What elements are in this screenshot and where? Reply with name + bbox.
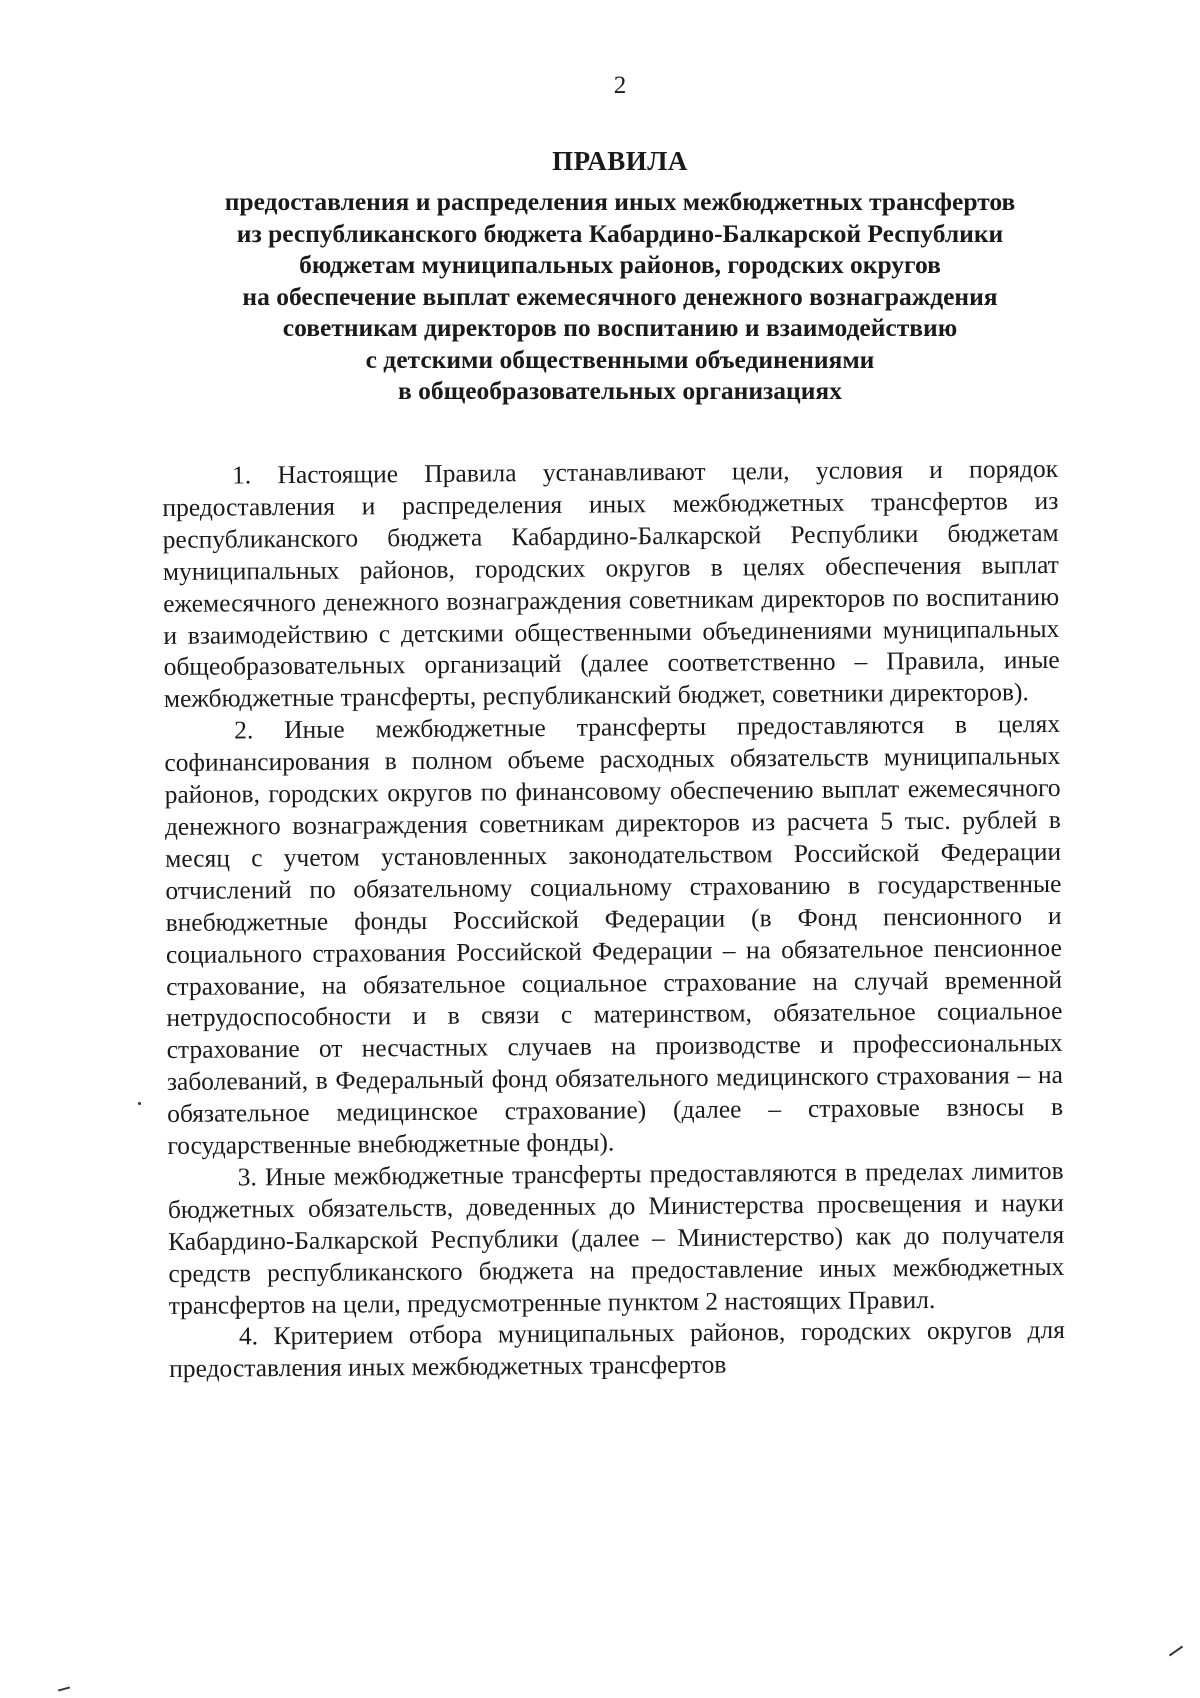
paragraph-1: 1. Настоящие Правила устанавливают цели, условия и порядок предоставления и распределения иных межбюджетных трансфертов из республиканского бюджета Кабардино-Балкарской Республики бюджетам муниципальных районов, городских округов в целях обеспечения выплат ежемесячного денежного вознаграждения советникам директоров по воспитанию и взаимодействию с детскими общественными объединениями муниципальных общеобразовательных организаций (далее соответственно – Правила, иные межбюджетные трансферты, республиканский бюджет, советники директоров). xyxy=(162,453,1060,714)
subtitle-line: на обеспечение выплат ежемесячного денежного вознаграждения xyxy=(242,281,998,311)
subtitle-line: предоставления и распределения иных межбюджетных трансфертов xyxy=(224,187,1016,216)
subtitle-line: с детскими общественными объединениями xyxy=(365,344,875,374)
paragraph-4: 4. Критерием отбора муниципальных районов, городских округов для предоставления иных межбюджетных трансфертов xyxy=(169,1315,1065,1384)
subtitle-line: в общеобразовательных организациях xyxy=(398,376,842,405)
document-subtitle xyxy=(170,186,1070,407)
document-title: ПРАВИЛА xyxy=(552,146,688,176)
scan-mark xyxy=(58,1686,70,1691)
scan-mark xyxy=(138,1102,141,1105)
document-body xyxy=(162,453,1065,1385)
subtitle-line: бюджетам муниципальных районов, городских округов xyxy=(299,250,941,279)
paragraph-2: 2. Иные межбюджетные трансферты предоставляются в целях софинансирования в полном объеме расходных обязательств муниципальных районов, городских округов по финансовому обеспечению выплат ежемесячного денежного вознаграждения советникам директоров из расчета 5 тыс. рублей в месяц с учетом установленных законодательством Российской Федерации отчислений по обязательному социальному страхованию в государственные внебюджетные фонды Российской Федерации (в Фонд пенсионного и социального страхования Российской Федерации – на обязательное пенсионное страхование, на обязательное социальное страхование на случай временной нетрудоспособности и в связи с материнством, обязательное социальное страхование от несчастных случаев на производстве и профессиональных заболеваний, в Федеральный фонд обязательного медицинского страхования – на обязательное медицинское страхование) (далее – страховые взносы в государственные внебюджетные фонды). xyxy=(164,709,1064,1161)
page-number: 2 xyxy=(613,72,627,99)
paragraph-3: 3. Иные межбюджетные трансферты предоставляются в пределах лимитов бюджетных обязательств, доведенных до Министерства просвещения и науки Кабардино-Балкарской Республики (далее – Министерство) как до получателя средств республиканского бюджета на предоставление иных межбюджетных трансфертов на цели, предусмотренные пунктом 2 настоящих Правил. xyxy=(167,1155,1065,1320)
subtitle-line: советникам директоров по воспитанию и взаимодействию xyxy=(282,313,958,342)
scan-mark xyxy=(1169,1646,1183,1657)
subtitle-line: из республиканского бюджета Кабардино-Балкарской Республики xyxy=(236,218,1004,248)
